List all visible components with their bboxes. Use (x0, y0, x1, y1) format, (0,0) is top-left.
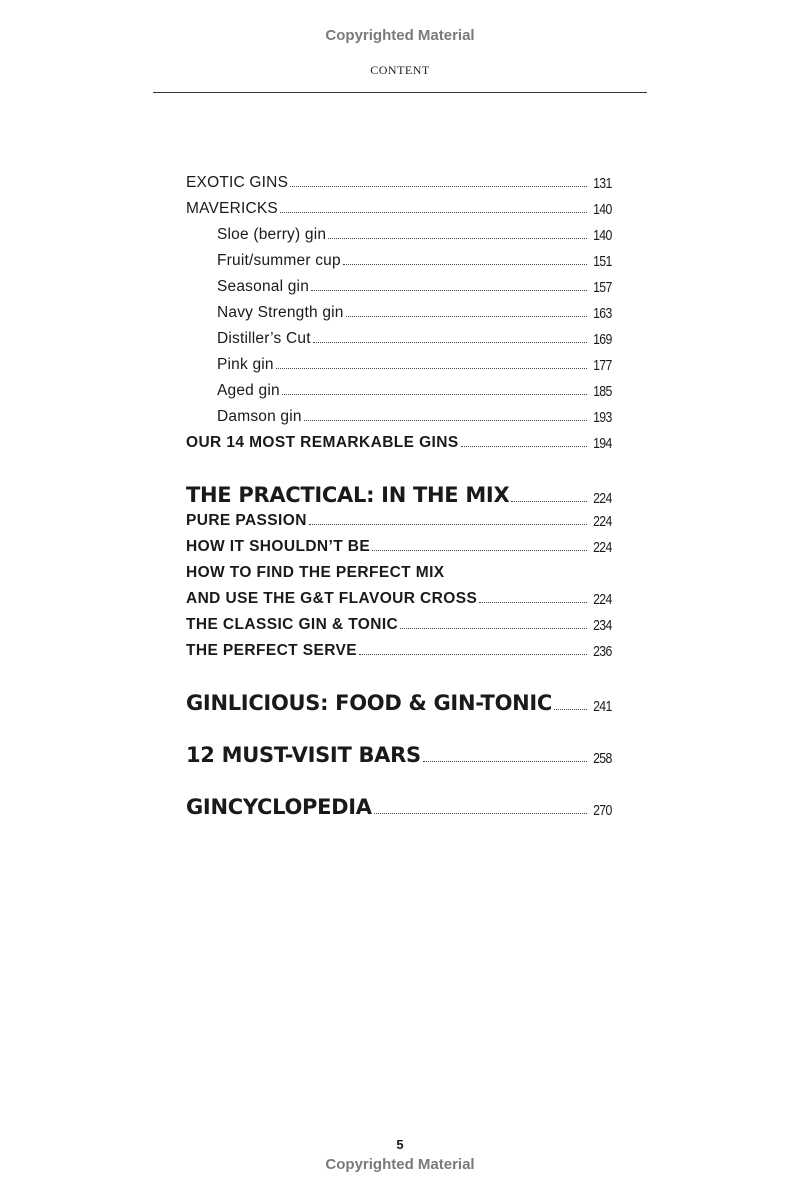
toc-leader-dots (343, 264, 588, 265)
copyright-watermark-top: Copyrighted Material (325, 27, 475, 44)
toc-entry (186, 508, 612, 530)
toc-leader-dots (400, 628, 587, 629)
toc-entry (186, 404, 612, 426)
toc-entry-title: GINCYCLOPEDIA (186, 795, 372, 819)
toc-entry-page: 163 (593, 305, 612, 322)
toc-entry-title: OUR 14 MOST REMARKABLE GINS (186, 434, 459, 451)
toc-entry-page: 224 (593, 591, 612, 608)
toc-entry-title: Pink gin (217, 356, 274, 373)
copyright-watermark-bottom: Copyrighted Material (325, 1156, 475, 1173)
toc-entry-title: Distiller’s Cut (217, 330, 311, 347)
toc-leader-dots (423, 761, 588, 762)
toc-leader-dots (280, 212, 587, 213)
toc-entry-page: 258 (593, 750, 612, 767)
toc-leader-dots (374, 813, 588, 814)
toc-entry-page: 234 (593, 617, 612, 634)
toc-entry-page: 157 (593, 279, 612, 296)
toc-leader-dots (290, 186, 587, 187)
toc-leader-dots (304, 420, 588, 421)
header-rule (153, 92, 647, 93)
toc-entry-page: 241 (593, 698, 612, 715)
toc-entry-title: Aged gin (217, 382, 280, 399)
toc-entry (186, 430, 612, 452)
toc-entry-page: 140 (593, 227, 612, 244)
running-head: CONTENT (370, 63, 430, 77)
toc-entry-title: AND USE THE G&T FLAVOUR CROSS (186, 590, 478, 607)
toc-entry-title: 12 MUST-VISIT BARS (186, 743, 421, 767)
toc-entry-title: THE CLASSIC GIN & TONIC (186, 616, 399, 633)
toc-entry (186, 170, 612, 192)
toc-leader-dots (479, 602, 587, 603)
toc-entry (186, 352, 612, 374)
toc-entry-page: 185 (593, 383, 612, 400)
toc-entry-page: 169 (593, 331, 612, 348)
toc-entry-title: Fruit/summer cup (217, 252, 341, 269)
toc-entry (186, 274, 612, 296)
toc-entry (186, 791, 612, 819)
toc-entry-page: 224 (593, 539, 612, 556)
toc-entry-title: THE PERFECT SERVE (186, 642, 358, 659)
toc-entry-title: HOW IT SHOULDN’T BE (186, 538, 371, 555)
toc-entry (186, 612, 612, 634)
toc-leader-dots (511, 501, 587, 502)
toc-leader-dots (276, 368, 588, 369)
toc-entry (186, 739, 612, 767)
toc-entry (186, 196, 612, 218)
toc-entry-page: 131 (593, 175, 612, 192)
toc-entry-title: GINLICIOUS: FOOD & GIN-TONIC (186, 691, 553, 715)
toc-entry-title: Sloe (berry) gin (217, 226, 327, 243)
toc-leader-dots (282, 394, 588, 395)
toc-leader-dots (328, 238, 587, 239)
toc-leader-dots (309, 524, 588, 525)
toc-leader-dots (346, 316, 588, 317)
toc-leader-dots (461, 446, 588, 447)
toc-entry-title: Seasonal gin (217, 278, 310, 295)
toc-entry (186, 586, 612, 608)
toc-leader-dots (313, 342, 588, 343)
toc-leader-dots (359, 654, 587, 655)
toc-entry-title: MAVERICKS (186, 200, 278, 217)
toc-leader-dots (311, 290, 587, 291)
toc-leader-dots (372, 550, 587, 551)
toc-entry (186, 687, 612, 715)
toc-entry (186, 378, 612, 400)
toc-entry-title: PURE PASSION (186, 512, 307, 529)
toc-entry (186, 479, 612, 507)
toc-entry-page: 140 (593, 201, 612, 218)
toc-entry (186, 300, 612, 322)
toc-entry-title: Navy Strength gin (217, 304, 344, 321)
toc-leader-dots (554, 709, 587, 710)
page-number: 5 (396, 1137, 404, 1152)
toc-entry (186, 222, 612, 244)
toc-entry-page: 236 (593, 643, 612, 660)
toc-entry-title: Damson gin (217, 408, 302, 425)
toc-entry-title: EXOTIC GINS (186, 174, 289, 191)
toc-entry (186, 326, 612, 348)
toc-entry-page: 177 (593, 357, 612, 374)
toc-entry (186, 534, 612, 556)
toc-entry-page: 270 (593, 802, 612, 819)
toc-entry (186, 638, 612, 660)
toc-entry (186, 248, 612, 270)
toc-entry-page: 224 (593, 513, 612, 530)
toc-entry-page: 151 (593, 253, 612, 270)
toc-entry-page: 193 (593, 409, 612, 426)
toc-entry-page: 194 (593, 435, 612, 452)
toc-entry-page: 224 (593, 490, 612, 507)
toc-entry (186, 560, 612, 582)
toc-entry-title: HOW TO FIND THE PERFECT MIX (186, 564, 445, 581)
toc-entry-title: THE PRACTICAL: IN THE MIX (186, 483, 510, 507)
